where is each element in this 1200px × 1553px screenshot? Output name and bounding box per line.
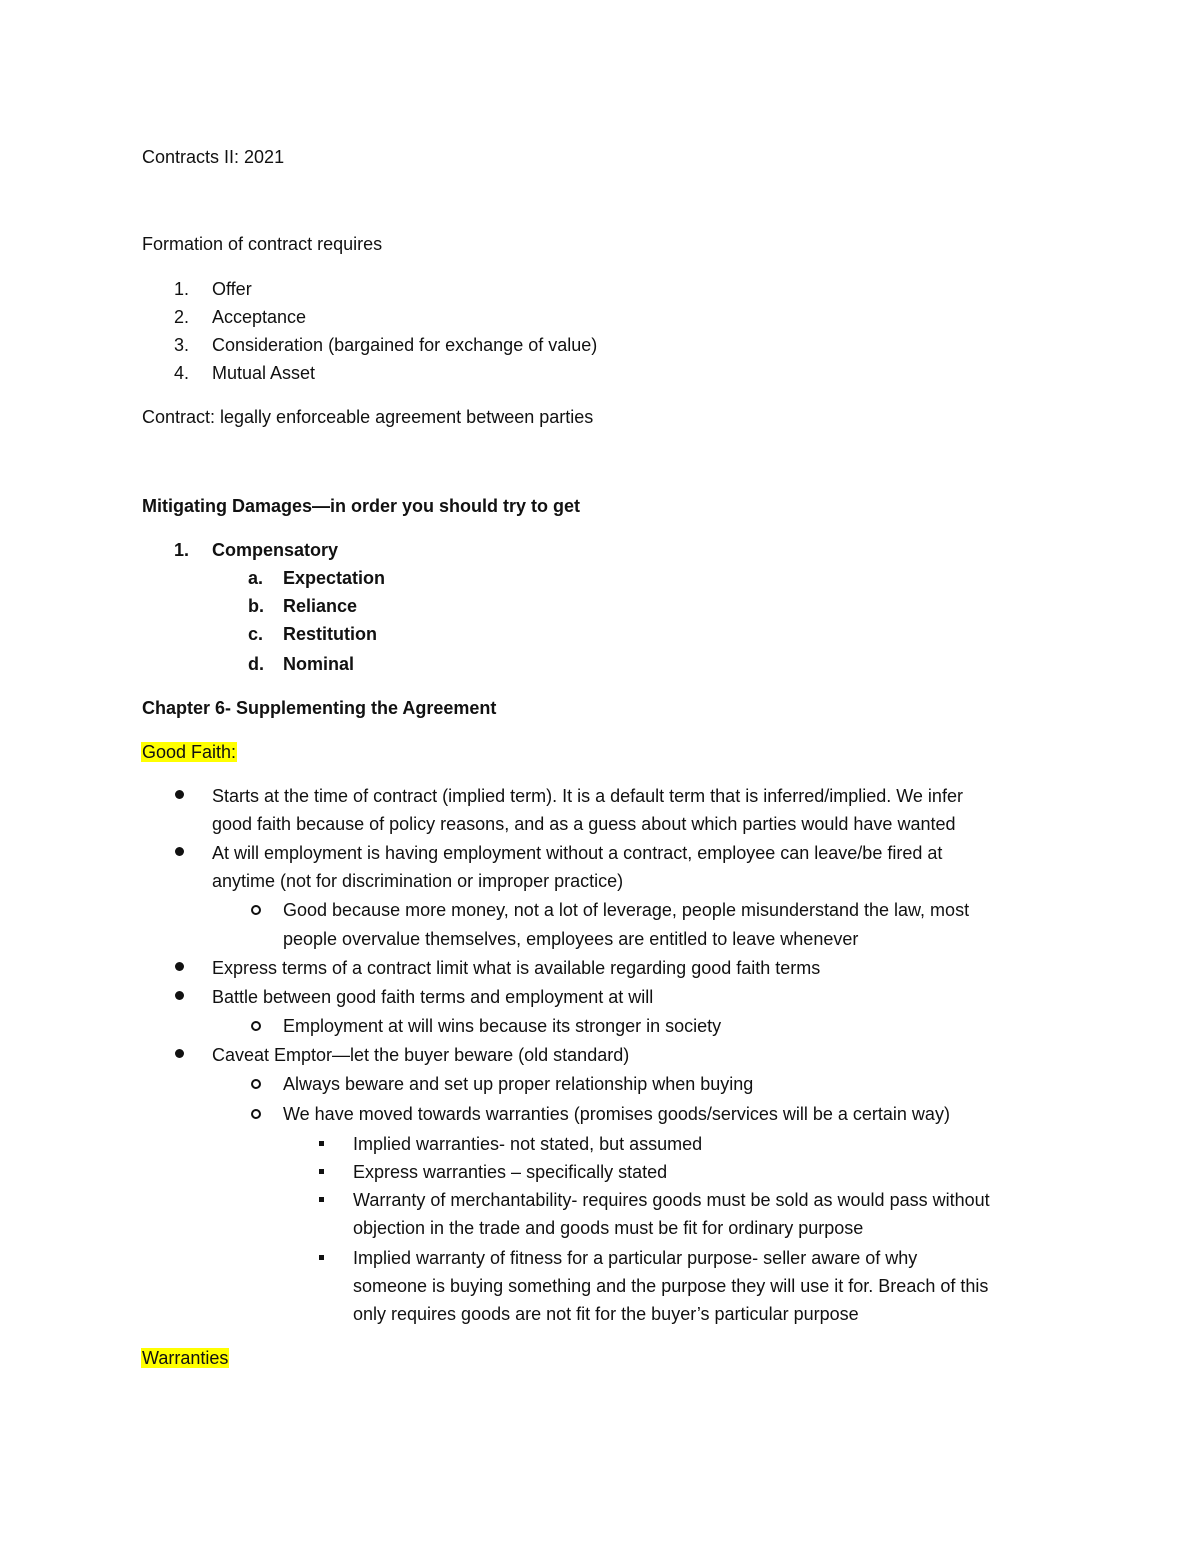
bullet-text: Implied warranties- not stated, but assumed — [353, 1134, 703, 1154]
bullet-text: Good because more money, not a lot of leverage, people misunderstand the law, most — [283, 900, 970, 920]
bullet-square — [319, 1169, 324, 1174]
bullet-text: someone is buying something and the purpose they will use it for. Breach of this — [353, 1276, 989, 1296]
list-item: Expectation — [283, 568, 386, 588]
list-letter: a. — [248, 568, 264, 588]
bullet-text: Employment at will wins because its stronger in society — [283, 1016, 722, 1036]
list-item: Consideration (bargained for exchange of value) — [212, 335, 598, 355]
bullet-text: We have moved towards warranties (promises goods/services will be a certain way) — [283, 1104, 950, 1124]
bullet-circle — [251, 1109, 261, 1119]
bullet-circle — [251, 1021, 261, 1031]
bullet-square — [319, 1141, 324, 1146]
bullet-text: Caveat Emptor—let the buyer beware (old standard) — [212, 1045, 630, 1065]
bullet-dot — [175, 991, 184, 1000]
formation-heading: Formation of contract requires — [142, 234, 383, 254]
bullet-dot — [175, 1049, 184, 1058]
bullet-text: Express terms of a contract limit what is available regarding good faith terms — [212, 958, 821, 978]
bullet-text: At will employment is having employment without a contract, employee can leave/be fired at — [212, 843, 943, 863]
list-number: 3. — [174, 335, 190, 355]
warranties-heading — [141, 1346, 229, 1370]
bullet-text: objection in the trade and goods must be fit for ordinary purpose — [353, 1218, 864, 1238]
bullet-text: people overvalue themselves, employees are entitled to leave whenever — [283, 929, 859, 949]
bullet-text: Warranty of merchantability- requires goods must be sold as would pass without — [353, 1190, 990, 1210]
list-letter: d. — [248, 654, 264, 674]
bullet-text: Implied warranty of fitness for a particular purpose- seller aware of why — [353, 1248, 918, 1268]
bullet-text: Battle between good faith terms and employment at will — [212, 987, 654, 1007]
bullet-dot — [175, 962, 184, 971]
bullet-text: Starts at the time of contract (implied term). It is a default term that is inferred/implied. We infer — [212, 786, 963, 806]
bullet-dot — [175, 847, 184, 856]
list-item: Mutual Asset — [212, 363, 316, 383]
bullet-circle — [251, 905, 261, 915]
list-letter: b. — [248, 596, 264, 616]
mitigating-heading: Mitigating Damages—in order you should try to get — [142, 496, 581, 516]
list-number: 1. — [174, 279, 190, 299]
bullet-text: good faith because of policy reasons, and as a guess about which parties would have wanted — [212, 814, 956, 834]
bullet-dot — [175, 790, 184, 799]
list-item: Nominal — [283, 654, 355, 674]
bullet-square — [319, 1255, 324, 1260]
chapter-heading: Chapter 6- Supplementing the Agreement — [142, 698, 497, 718]
list-number: 1. — [174, 540, 190, 560]
bullet-text: only requires goods are not fit for the buyer’s particular purpose — [353, 1304, 859, 1324]
bullet-text: Express warranties – specifically stated — [353, 1162, 668, 1182]
list-item: Restitution — [283, 624, 377, 644]
list-item: Reliance — [283, 596, 358, 616]
list-letter: c. — [248, 624, 264, 644]
list-item: Acceptance — [212, 307, 307, 327]
bullet-text: Always beware and set up proper relationship when buying — [283, 1074, 754, 1094]
bullet-circle — [251, 1079, 261, 1089]
list-item: Compensatory — [212, 540, 339, 560]
list-number: 4. — [174, 363, 190, 383]
contract-definition: Contract: legally enforceable agreement between parties — [142, 407, 594, 427]
bullet-square — [319, 1197, 324, 1202]
good-faith-heading — [141, 740, 237, 764]
list-number: 2. — [174, 307, 190, 327]
doc-title: Contracts II: 2021 — [142, 147, 285, 167]
highlight: Good Faith: — [142, 742, 237, 762]
highlight: Warranties — [142, 1348, 229, 1368]
bullet-text: anytime (not for discrimination or improper practice) — [212, 871, 624, 891]
list-item: Offer — [212, 279, 252, 299]
